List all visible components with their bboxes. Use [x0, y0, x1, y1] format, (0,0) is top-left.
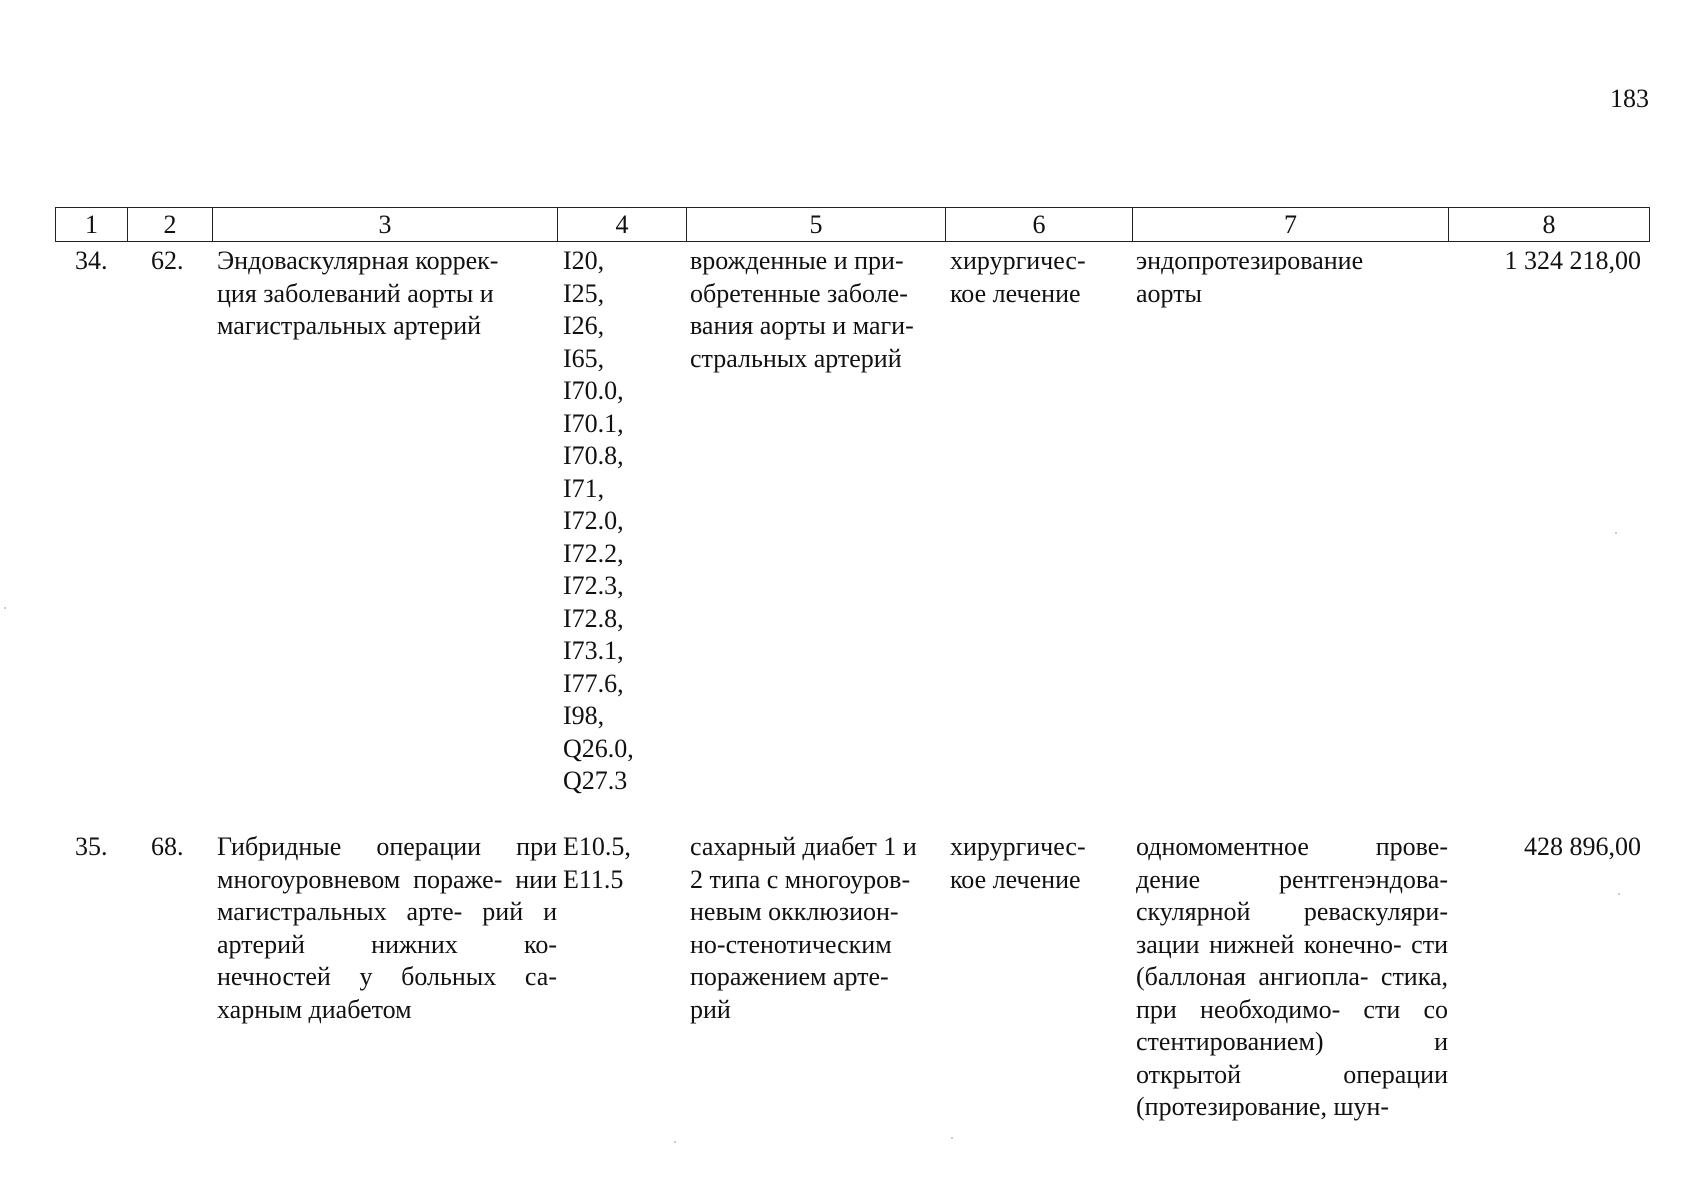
header-col-3: 3 [213, 208, 558, 241]
header-col-6: 6 [946, 208, 1133, 241]
scan-speck [1618, 893, 1620, 895]
row-number: 34. [75, 246, 108, 275]
treatment-type: хирургичес- кое лечение [950, 246, 1086, 308]
scan-speck [4, 607, 6, 609]
row-group-number: 68. [151, 832, 184, 861]
icd-codes: E10.5, E11.5 [563, 832, 631, 894]
scan-speck [1615, 532, 1617, 534]
procedure-name: Гибридные операции при многоуровневом пораже- нии магистральных арте- рий и артерий нижних ко- нечностей у больных са- харным диабетом [217, 832, 557, 1024]
cost-value: 1 324 218,00 [1504, 246, 1641, 275]
cost-value: 428 896,00 [1524, 832, 1641, 861]
treatment-type: хирургичес- кое лечение [950, 832, 1086, 894]
patient-model: сахарный диабет 1 и 2 типа с многоуров- невым окклюзион- но-стенотическим поражением арте- рий [690, 832, 917, 1024]
header-col-5: 5 [687, 208, 946, 241]
scan-speck [951, 1137, 953, 1139]
procedure-name: Эндоваскулярная коррек- ция заболеваний аорты и магистральных артерий [217, 246, 499, 340]
row-group-number: 62. [151, 246, 184, 275]
header-col-1: 1 [56, 208, 128, 241]
row-number: 35. [75, 832, 108, 861]
page-number: 183 [1610, 84, 1649, 113]
treatment-method: одномоментное прове- дение рентгенэндова- скулярной реваскуляри- зации нижней конечно- сти (баллоная ангиопла- стика, при необходимо- сти со стентированием) и открытой операции (протезирование, шун- [1136, 832, 1448, 1121]
header-col-8: 8 [1542, 210, 1556, 239]
treatment-method: эндопротезирование аорты [1136, 246, 1364, 308]
header-col-7: 7 [1133, 208, 1449, 241]
header-col-4: 4 [558, 208, 687, 241]
scan-speck [674, 1141, 676, 1143]
header-col-2: 2 [128, 208, 213, 241]
icd-codes: I20, I25, I26, I65, I70.0, I70.1, I70.8, I71, I72.0, I72.2, I72.3, I72.8, I73.1, I77.6, I98, Q26.0, Q27.3 [563, 246, 634, 795]
patient-model: врожденные и при- обретенные заболе- вания аорты и маги- стральных артерий [690, 246, 914, 373]
table-header-row [55, 207, 1650, 242]
